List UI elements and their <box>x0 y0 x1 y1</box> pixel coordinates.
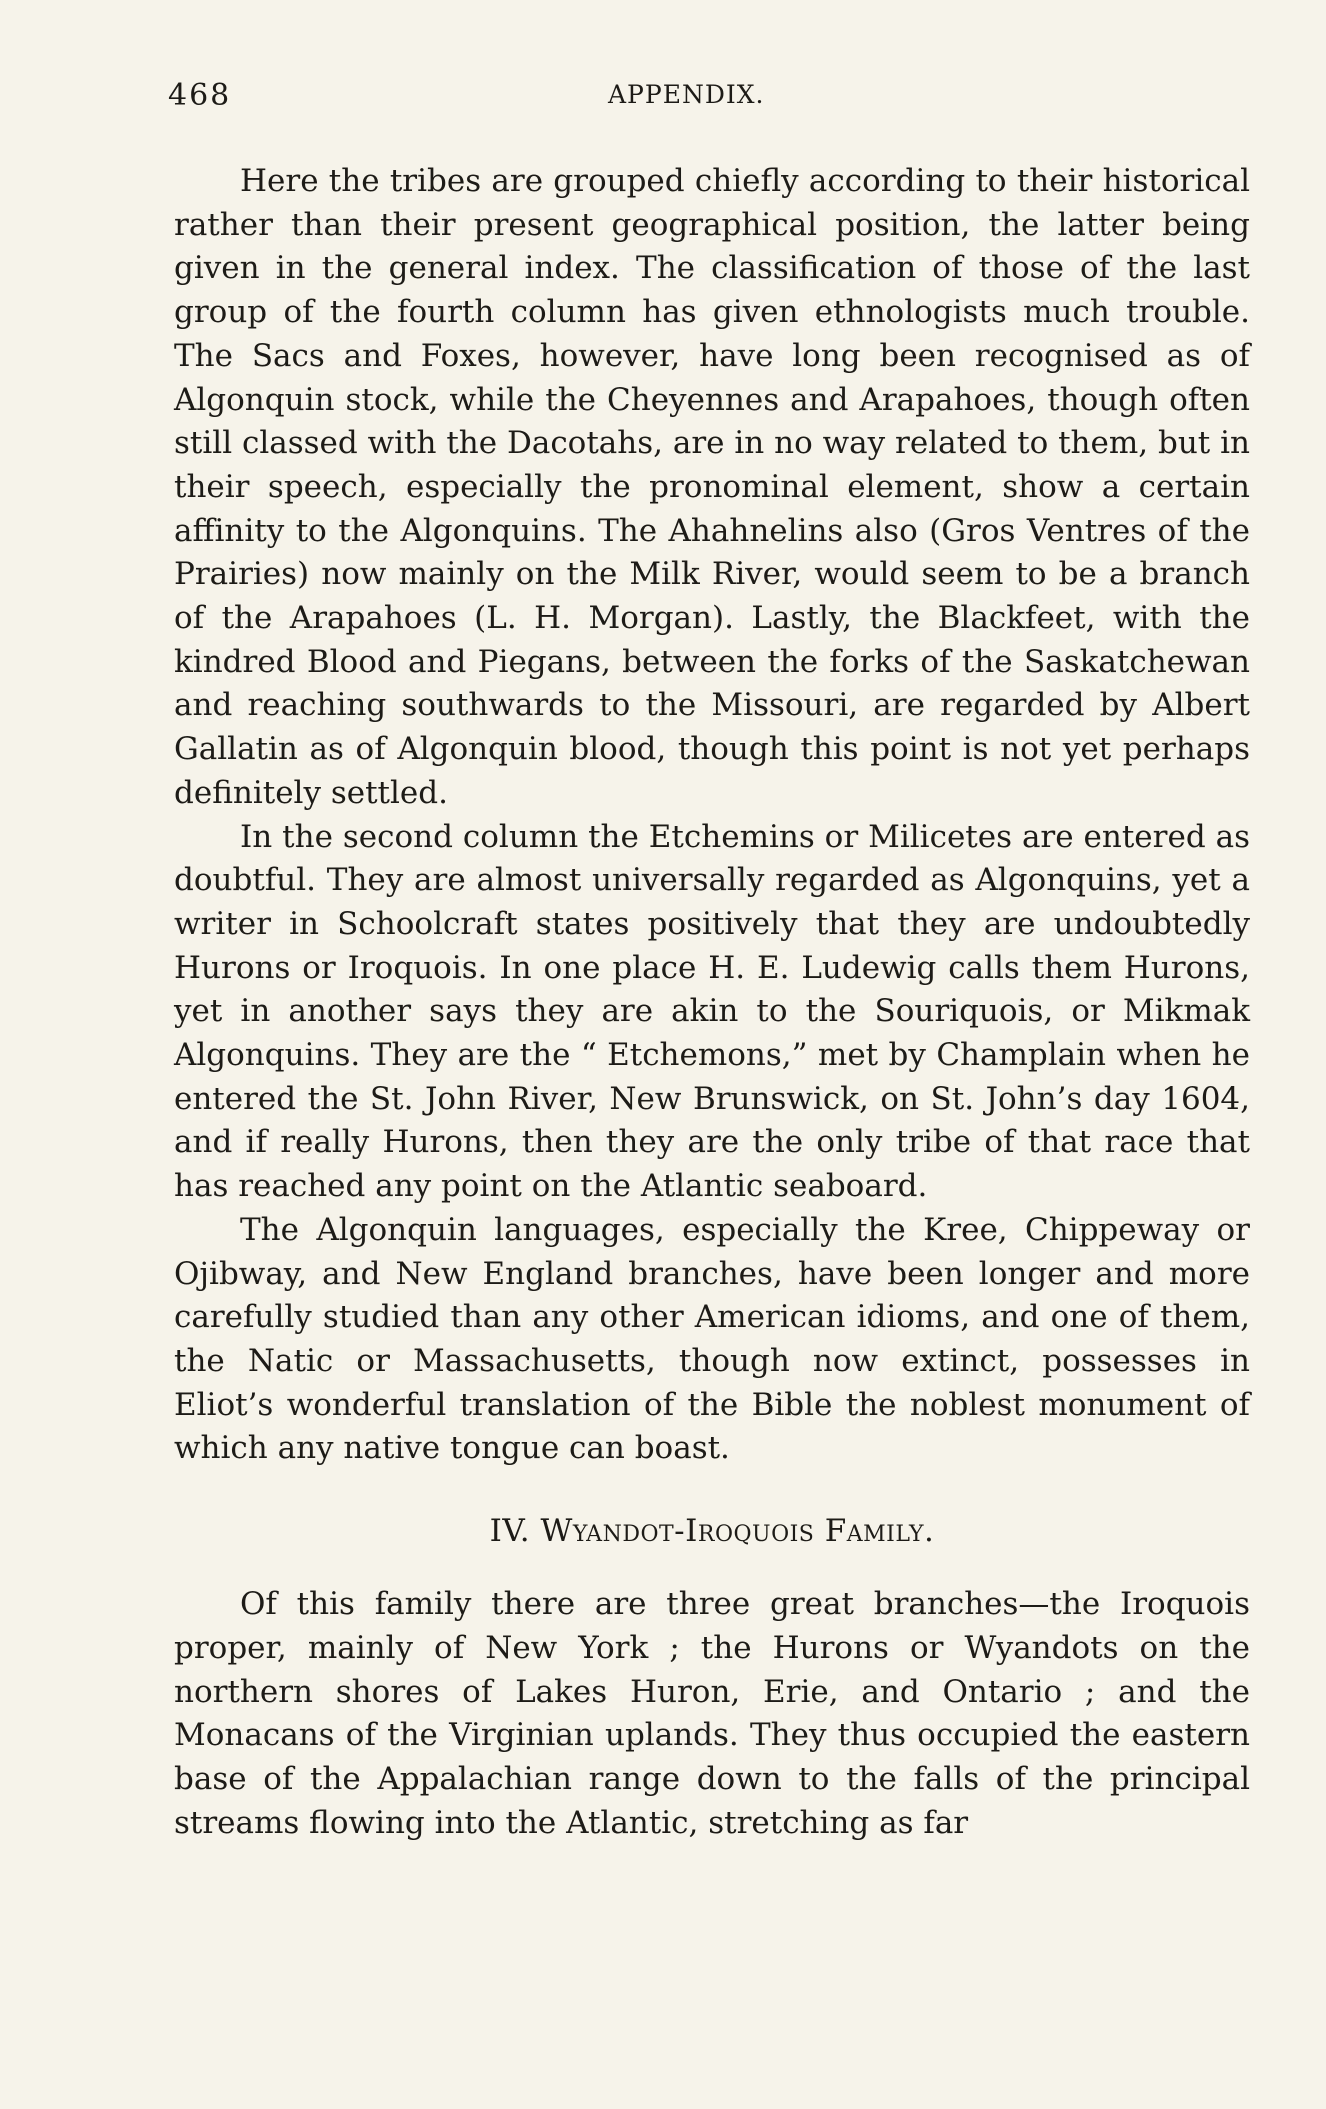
paragraph-wyandot-iroquois: Of this family there are three great branches—the Iroquois proper, mainly of New York ; the Hurons or Wyandots on the northern shores of Lakes Huron, Erie, and Ontario ; and the Monacans of the Virginian uplands. They thus occupied the eastern base of the Appalachian range down to the falls of the principal streams flowing into the Atlantic, stretching as far <box>174 1586 1250 1841</box>
running-title: APPENDIX. <box>608 80 765 109</box>
paragraph-classification: Here the tribes are grouped chiefly according to their historical rather than their present geographical position, the latter being given in the general index. The classification of those of the last group of the fourth column has given ethnologists much trouble. The Sacs and Foxes, however, have long been recognised as of Algonquin stock, while the Cheyennes and Arapahoes, though often still classed with the Dacotahs, are in no way related to them, but in their speech, especially the pronominal element, show a certain affinity to the Algonquins. The Ahahnelins also (Gros Ventres of the Prairies) now mainly on the Milk River, would seem to be a branch of the Arapahoes (L. H. Morgan). Lastly, the Blackfeet, with the kindred Blood and Piegans, between the forks of the Saskatchewan and reaching southwards to the Missouri, are regarded by Albert Gallatin as of Algonquin blood, though this point is not yet perhaps definitely settled. <box>174 163 1250 811</box>
paragraph-algonquin-languages: The Algonquin languages, especially the Kree, Chippeway or Ojibway, and New England branches, have been longer and more carefully studied than any other American idioms, and one of them, the Natic or Massachusetts, though now extinct, possesses in Eliot’s wonderful translation of the Bible the noblest monument of which any native tongue can boast. <box>174 1211 1250 1467</box>
page-number: 468 <box>168 78 232 113</box>
section-heading: IV. Wyandot-Iroquois Family. <box>489 1513 935 1550</box>
running-head <box>168 78 1254 118</box>
paragraph-etchemins: In the second column the Etchemins or Milicetes are entered as doubtful. They are almost universally regarded as Algonquins, yet a writer in Schoolcraft states positively that they are undoubtedly Hurons or Iroquois. In one place H. E. Ludewig calls them Hurons, yet in another says they are akin to the Souriquois, or Mikmak Algonquins. They are the “ Etchemons,” met by Champlain when he entered the St. John River, New Brunswick, on St. John’s day 1604, and if really Hurons, then they are the only tribe of that race that has reached any point on the Atlantic seaboard. <box>174 818 1250 1205</box>
body-text <box>174 160 1250 1845</box>
